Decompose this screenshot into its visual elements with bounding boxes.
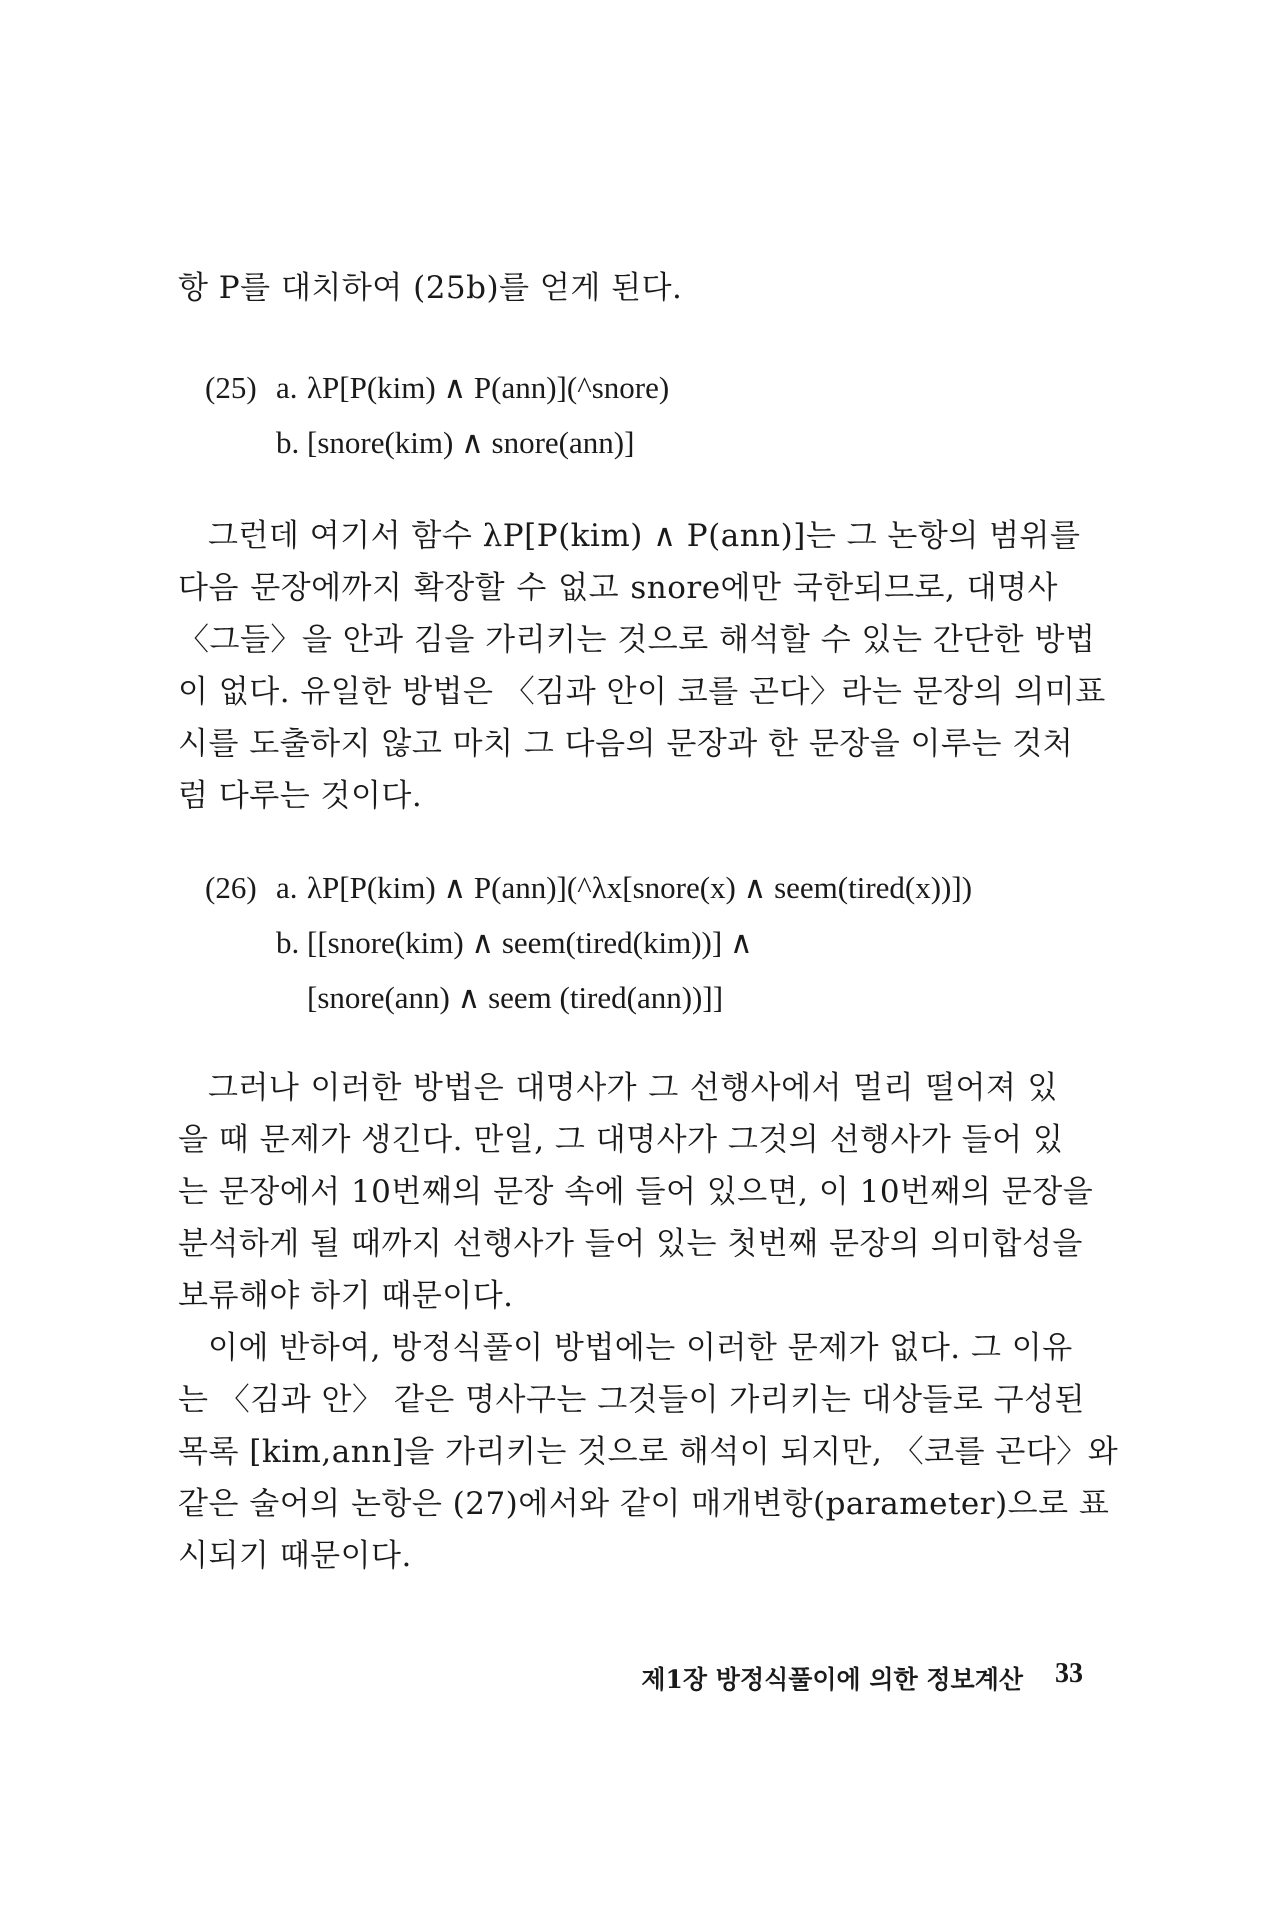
text-line: 그런데 여기서 함수 λP[P(kim) ∧ P(ann)]는 그 논항의 범위를 bbox=[208, 518, 1081, 554]
paragraph bbox=[178, 1062, 1094, 1322]
text-line: 는 문장에서 10번째의 문장 속에 들어 있으면, 이 10번째의 문장을 bbox=[178, 1174, 1094, 1210]
example-item-letter: b. bbox=[276, 925, 300, 960]
example-25 bbox=[0, 362, 1263, 482]
text-line: 항 P를 대치하여 (25b)를 얻게 된다. bbox=[178, 270, 683, 306]
example-formula: [snore(kim) ∧ snore(ann)] bbox=[307, 425, 635, 460]
example-item-letter: b. bbox=[276, 425, 300, 460]
text-line: 분석하게 될 때까지 선행사가 들어 있는 첫번째 문장의 의미합성을 bbox=[178, 1226, 1083, 1262]
running-chapter-title: 제1장 방정식풀이에 의한 정보계산 bbox=[641, 1665, 1023, 1694]
example-item-letter: a. bbox=[276, 870, 298, 905]
text-line: 다음 문장에까지 확장할 수 없고 snore에만 국한되므로, 대명사 bbox=[178, 570, 1058, 606]
text-line: 이 없다. 유일한 방법은 〈김과 안이 코를 곤다〉라는 문장의 의미표 bbox=[178, 674, 1106, 710]
example-formula: [[snore(kim) ∧ seem(tired(kim))] ∧ bbox=[307, 925, 753, 960]
text-line: 이에 반하여, 방정식풀이 방법에는 이러한 문제가 없다. 그 이유 bbox=[208, 1330, 1073, 1366]
text-line: 럼 다루는 것이다. bbox=[178, 778, 423, 814]
text-line: 그러나 이러한 방법은 대명사가 그 선행사에서 멀리 떨어져 있 bbox=[208, 1070, 1058, 1106]
text-line: 는 〈김과 안〉 같은 명사구는 그것들이 가리키는 대상들로 구성된 bbox=[178, 1382, 1085, 1418]
example-item-letter: a. bbox=[276, 370, 298, 405]
example-26 bbox=[0, 862, 1263, 1032]
paragraph bbox=[178, 510, 1106, 822]
example-formula: λP[P(kim) ∧ P(ann)](^λx[snore(x) ∧ seem(tired(x))]) bbox=[307, 870, 973, 905]
example-formula: [snore(ann) ∧ seem (tired(ann))]] bbox=[307, 980, 724, 1015]
example-formula: λP[P(kim) ∧ P(ann)](^snore) bbox=[307, 370, 670, 405]
page-number: 33 bbox=[1055, 1658, 1083, 1689]
example-number: (26) bbox=[205, 870, 257, 905]
text-line: 을 때 문제가 생긴다. 만일, 그 대명사가 그것의 선행사가 들어 있 bbox=[178, 1122, 1064, 1158]
intro-paragraph bbox=[178, 262, 1058, 314]
example-number: (25) bbox=[205, 370, 257, 405]
text-line: 〈그들〉을 안과 김을 가리키는 것으로 해석할 수 있는 간단한 방법 bbox=[178, 622, 1096, 658]
text-line: 시를 도출하지 않고 마치 그 다음의 문장과 한 문장을 이루는 것처 bbox=[178, 726, 1074, 762]
page-footer bbox=[0, 1660, 1263, 1700]
paragraph bbox=[178, 1322, 1119, 1582]
text-line: 같은 술어의 논항은 (27)에서와 같이 매개변항(parameter)으로 표 bbox=[178, 1486, 1110, 1522]
text-line: 보류해야 하기 때문이다. bbox=[178, 1278, 514, 1314]
text-line: 목록 [kim,ann]을 가리키는 것으로 해석이 되지만, 〈코를 곤다〉와 bbox=[178, 1434, 1119, 1470]
text-line: 시되기 때문이다. bbox=[178, 1538, 412, 1574]
